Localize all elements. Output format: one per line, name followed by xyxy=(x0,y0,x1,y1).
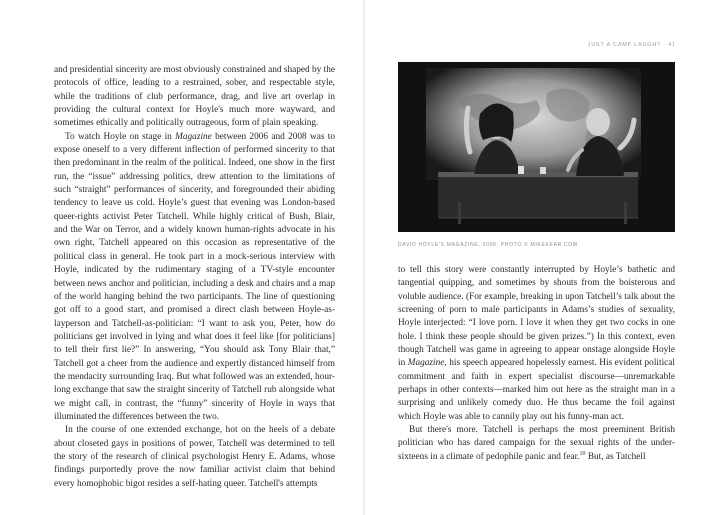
paragraph: and presidential sincerity are most obviously constrained and shaped by the protocols of office, leading to a restrained, sober, and respectable style, while the traditions of club performance, drag, and live art overlap in providing the cultural context for Hoyle's much more wayward, and sometimes ethically and politically outrageous, form of plain speaking. xyxy=(54,65,335,129)
paragraph-text: But there's more. Tatchell is perhaps the most preeminent British politician who has dared campaign for the sexual rights of the under-sixteens in a climate of pedophile panic and fear. xyxy=(398,425,675,462)
paragraph xyxy=(398,424,675,464)
italic-title: Magazine xyxy=(175,131,212,142)
paragraph: to tell this story were constantly interrupted by Hoyle’s bathetic and tangential quipping, and sometimes by shouts from the boisterous and voluble audience. (For example, breaking in upon Tatchell’s talk about the screening of porn to male participants in Adams’s studies of sexuality, Hoyle interjected: “I love porn. I love it when they get two cocks in one hole. I think these people should be given prizes.”) In this context, even though Tatchell was game in agreeing to appear onstage alongside Hoyle in Magazine, his speech appeared hopelessly earnest. His evident political commitment and faith in expert specialist discourse—unremarkable perhaps in other contexts—marked him out here as the straight man in a surprising and unlikely comedy duo. He thus became the foil against which Hoyle was able to cannily play out his funny-man act. xyxy=(398,265,676,422)
left-page xyxy=(0,0,363,515)
paragraph: In the course of one extended exchange, hot on the heels of a debate about closeted gays in positions of power, Tatchell was determined to tell the story of the research of clinical psychologist Henry E. Adams, whose findings purportedly prove the now familiar activist claim that behind every homophobic bigot resides a self-hating queer. Tatchell's attempts xyxy=(54,425,335,489)
right-page xyxy=(365,0,728,515)
stage-photo-icon xyxy=(398,62,675,232)
paragraph-text: But, as Tatchell xyxy=(587,451,646,462)
stage-photo xyxy=(398,62,675,232)
left-body-text xyxy=(54,64,335,491)
right-body-text xyxy=(398,264,675,464)
italic-title: Magazine xyxy=(407,358,445,369)
photo-caption: DAVID HOYLE'S MAGAZINE, 2008. PHOTO © MIKEKEAR.COM. xyxy=(398,242,580,248)
running-head: JUST A CAMP LAUGH? · 41 xyxy=(587,42,676,48)
paragraph: To watch Hoyle on stage in Magazine between 2006 and 2008 was to expose oneself to a very different inflection of performed sincerity to that then predominant in the realm of the political. Indeed, one show in the first run, the “issue” addressing politics, drew attention to the limitations of such “straight” performances of sincerity, and foregrounded their abiding tendency to leave us cold. Hoyle’s guest that evening was London-based queer-rights activist Peter Tatchell. While highly critical of Bush, Blair, and the War on Terror, and a widely known human-rights advocate in his own right, Tatchell appeared on this occasion as representative of the political class in general. He took part in a mock-serious interview with Hoyle, indicated by the rudimentary staging of a TV-style encounter between news anchor and politician, including a desk and chairs and a map of the world hanging behind the two participants. The line of questioning got off to a good start, and promised a direct clash between Hoyle-as-layperson and Tatchell-as-politician: “I want to ask you, Peter, how do politicians get involved in lying and what does it feel like [for politicians] to tell their first lie?” In answering, “You should ask Tony Blair that,” Tatchell got a cheer from the audience and expertly distanced himself from the mendacity surrounding Iraq. But what followed was an extended, hour-long exchange that saw the straight sincerity of Tatchell rub alongside what we might call, in contrast, the “funny” sincerity of Hoyle in ways that illuminated the differences between the two. xyxy=(54,131,335,422)
footnote-mark[interactable]: 10 xyxy=(579,450,586,457)
